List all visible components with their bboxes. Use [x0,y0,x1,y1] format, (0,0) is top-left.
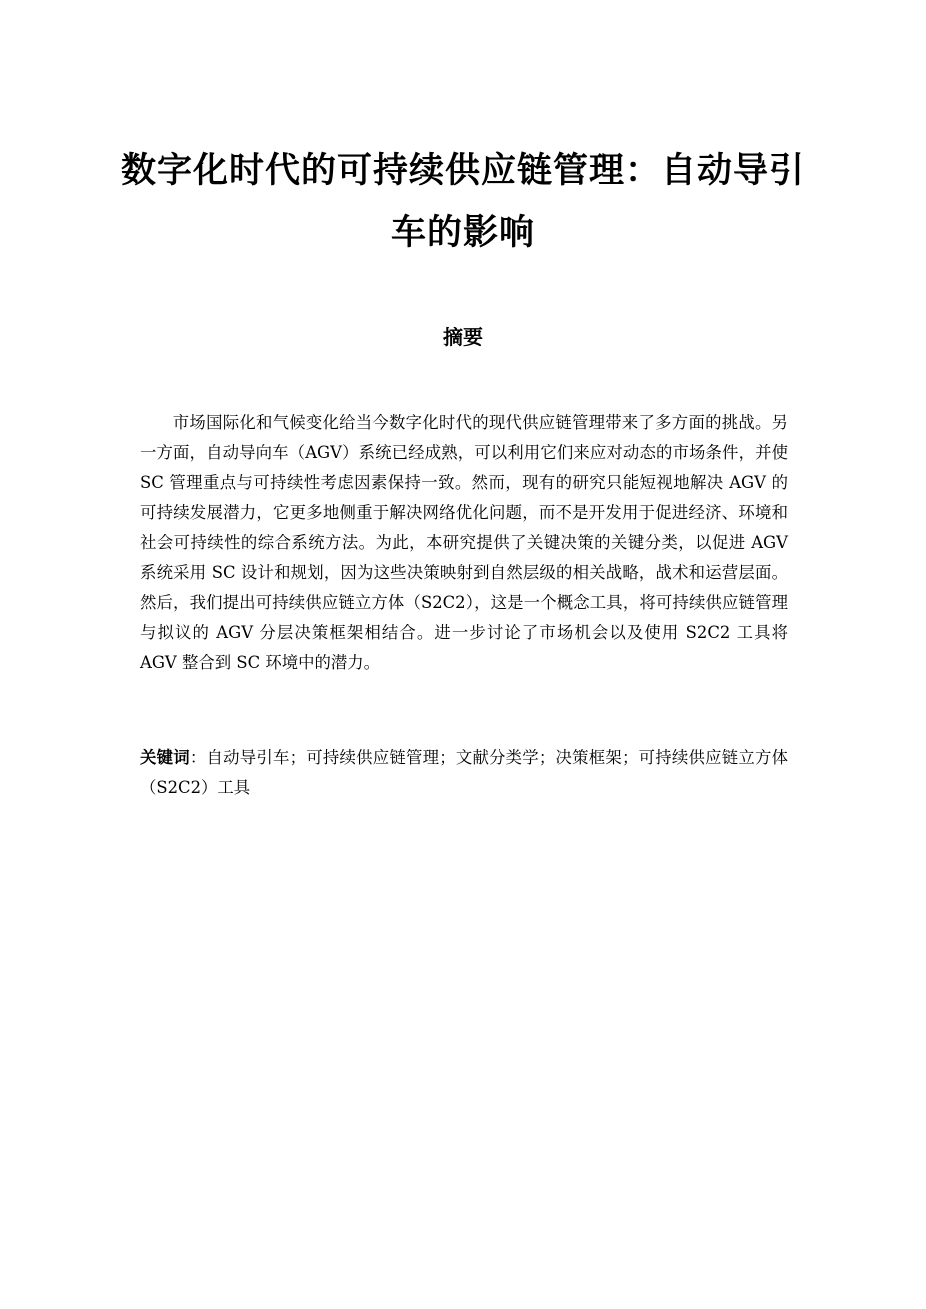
abstract-heading: 摘要 [443,325,483,349]
keywords-separator: ： [189,748,207,767]
paper-title: 数字化时代的可持续供应链管理：自动导引车的影响 [120,151,805,253]
keywords-text: 自动导引车；可持续供应链管理；文献分类学；决策框架；可持续供应链立方体（S2C2）工具 [140,748,789,797]
keywords-paragraph [140,743,788,803]
keywords-label: 关键词 [140,748,190,767]
abstract-body: 市场国际化和气候变化给当今数字化时代的现代供应链管理带来了多方面的挑战。另一方面，自动导向车（AGV）系统已经成熟，可以利用它们来应对动态的市场条件，并使 SC 管理重点与可持续性考虑因素保持一致。然而，现有的研究只能短视地解决 AGV 的可持续发展潜力，它更多地侧重于解决网络优化问题，而不是开发用于促进经济、环境和社会可持续性的综合系统方法。为此，本研究提供了关键决策的关键分类，以促进 AGV 系统采用 SC 设计和规划，因为这些决策映射到自然层级的相关战略，战术和运营层面。然后，我们提出可持续供应链立方体（S2C2），这是一个概念工具，将可持续供应链管理与拟议的 AGV 分层决策框架相结合。进一步讨论了市场机会以及使用 S2C2 工具将 AGV 整合到 SC 环境中的潜力。 [140,413,788,672]
